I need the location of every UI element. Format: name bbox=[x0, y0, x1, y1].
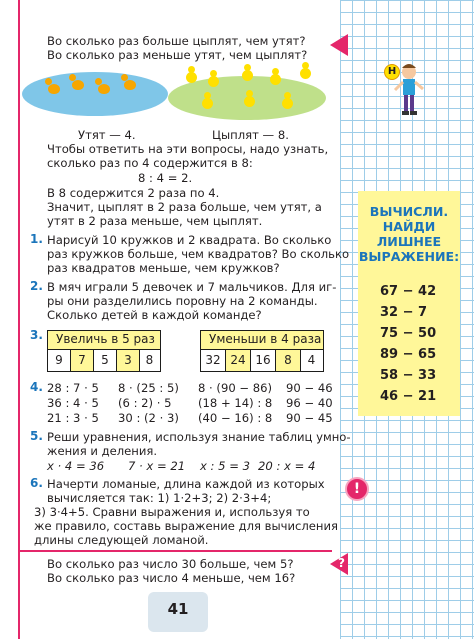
table-cell: 7 bbox=[71, 350, 94, 371]
chicks-count-label: Цыплят — 8. bbox=[212, 128, 289, 142]
expression: 8 · (25 : 5) bbox=[118, 381, 179, 395]
task-text-line: Реши уравнения, используя знание таблиц умно- bbox=[47, 430, 351, 444]
expression: 30 : (2 · 3) bbox=[118, 411, 179, 425]
table-cell: 24 bbox=[226, 350, 251, 371]
table-header-multiply: Увеличь в 5 раз bbox=[47, 330, 161, 350]
chick-icon bbox=[202, 98, 213, 109]
card-expression: 67 − 42 bbox=[380, 284, 437, 299]
card-title-line: ВЫРАЖЕНИЕ: bbox=[358, 249, 460, 264]
card-expression: 75 − 50 bbox=[380, 326, 437, 341]
duck-icon bbox=[124, 80, 136, 90]
table-cell: 4 bbox=[307, 353, 316, 367]
table-cell: 3 bbox=[117, 350, 140, 371]
section-marker-top bbox=[330, 34, 348, 56]
duck-icon bbox=[72, 80, 84, 90]
expression: 36 : 4 · 5 bbox=[47, 396, 99, 410]
chick-icon bbox=[244, 96, 255, 107]
bottom-question: Во сколько раз число 4 меньше, чем 16? bbox=[47, 571, 296, 585]
table-cell: 8 bbox=[145, 353, 154, 367]
table-header-divide: Уменьши в 4 раза bbox=[200, 330, 324, 350]
table-cells-multiply bbox=[47, 350, 161, 372]
task-text-line: Сколько детей в каждой команде? bbox=[47, 308, 262, 322]
chick-icon bbox=[208, 76, 219, 87]
badge-icon: Н bbox=[384, 64, 400, 80]
alert-icon: ! bbox=[345, 477, 369, 501]
explanation-line: В 8 содержится 2 раза по 4. bbox=[47, 186, 220, 200]
expression: (18 + 14) : 8 bbox=[198, 396, 273, 410]
explanation-line: сколько раз по 4 содержится в 8: bbox=[47, 156, 253, 170]
chick-icon bbox=[242, 70, 253, 81]
table-cell: 5 bbox=[94, 350, 117, 371]
task-text-line: жения и деления. bbox=[47, 444, 158, 458]
task-text-line: 3) 3·4+5. Сравни выражения и, используя то bbox=[34, 505, 310, 519]
duck-icon bbox=[48, 84, 60, 94]
explanation-line: Значит, цыплят в 2 раза больше, чем утят, а bbox=[47, 200, 322, 214]
table-cell: 16 bbox=[251, 350, 276, 371]
equation: 7 · x = 21 bbox=[128, 459, 186, 473]
task-text-line: же правило, составь выражение для вычисления bbox=[34, 519, 339, 533]
task-text-line: раз кружков больше, чем квадратов? Во сколько bbox=[47, 247, 350, 261]
explanation-line: Чтобы ответить на эти вопросы, надо узнать, bbox=[47, 142, 329, 156]
task-number: 2. bbox=[30, 279, 43, 293]
bottom-question: Во сколько раз число 30 больше, чем 5? bbox=[47, 557, 294, 571]
card-expression: 32 − 7 bbox=[380, 305, 428, 320]
intro-question: Во сколько раз больше цыплят, чем утят? bbox=[47, 34, 306, 48]
table-cells-divide bbox=[200, 350, 324, 372]
chick-icon bbox=[186, 72, 197, 83]
card-title-line: ВЫЧИСЛИ. bbox=[369, 204, 449, 219]
section-divider bbox=[20, 550, 332, 552]
table-cell: 8 bbox=[276, 350, 301, 371]
explanation-formula: 8 : 4 = 2. bbox=[138, 171, 193, 185]
side-exercise-card bbox=[358, 191, 460, 416]
task-number: 4. bbox=[30, 380, 43, 394]
expression: 90 − 46 bbox=[286, 381, 333, 395]
expression: (6 : 2) · 5 bbox=[118, 396, 172, 410]
card-expression: 58 − 33 bbox=[380, 368, 437, 383]
equation: x · 4 = 36 bbox=[47, 459, 105, 473]
task-text-line: ры они разделились поровну на 2 команды. bbox=[47, 294, 318, 308]
chick-icon bbox=[270, 74, 281, 85]
task-number: 3. bbox=[30, 328, 43, 342]
chick-icon bbox=[300, 68, 311, 79]
task-text-line: раз квадратов меньше, чем кружков? bbox=[47, 261, 280, 275]
task-text-line: длины следующей ломаной. bbox=[34, 533, 209, 547]
card-expression: 89 − 65 bbox=[380, 347, 437, 362]
question-mark-icon: ? bbox=[338, 556, 345, 570]
equation: 20 : x = 4 bbox=[258, 459, 316, 473]
table-cell: 9 bbox=[48, 350, 71, 371]
expression: 90 − 45 bbox=[286, 411, 333, 425]
page-number: 41 bbox=[167, 600, 189, 618]
chick-icon bbox=[282, 98, 293, 109]
expression: 96 − 40 bbox=[286, 396, 333, 410]
task-text-line: В мяч играли 5 девочек и 7 мальчиков. Для иг- bbox=[47, 280, 337, 294]
card-title-line: НАЙДИ bbox=[382, 219, 436, 234]
task-number: 5. bbox=[30, 429, 43, 443]
task-text-line: Начерти ломаные, длина каждой из которых bbox=[47, 477, 325, 491]
expression: 28 : 7 · 5 bbox=[47, 381, 99, 395]
task-number: 1. bbox=[30, 232, 43, 246]
explanation-line: утят в 2 раза меньше, чем цыплят. bbox=[47, 214, 263, 228]
card-expression: 46 − 21 bbox=[380, 389, 437, 404]
task-number: 6. bbox=[30, 476, 43, 490]
task-text-line: Нарисуй 10 кружков и 2 квадрата. Во сколько bbox=[47, 233, 332, 247]
card-title-line: ЛИШНЕЕ bbox=[376, 234, 442, 249]
expression: (40 − 16) : 8 bbox=[198, 411, 273, 425]
intro-question: Во сколько раз меньше утят, чем цыплят? bbox=[47, 48, 308, 62]
task-text-line: вычисляется так: 1) 1·2+3; 2) 2·3+4; bbox=[47, 491, 272, 505]
ducks-count-label: Утят — 4. bbox=[78, 128, 136, 142]
equation: x : 5 = 3 bbox=[200, 459, 250, 473]
expression: 21 : 3 · 5 bbox=[47, 411, 99, 425]
expression: 8 · (90 − 86) bbox=[198, 381, 273, 395]
page-number-box bbox=[148, 592, 208, 632]
duck-icon bbox=[98, 84, 110, 94]
table-cell: 32 bbox=[201, 350, 226, 371]
